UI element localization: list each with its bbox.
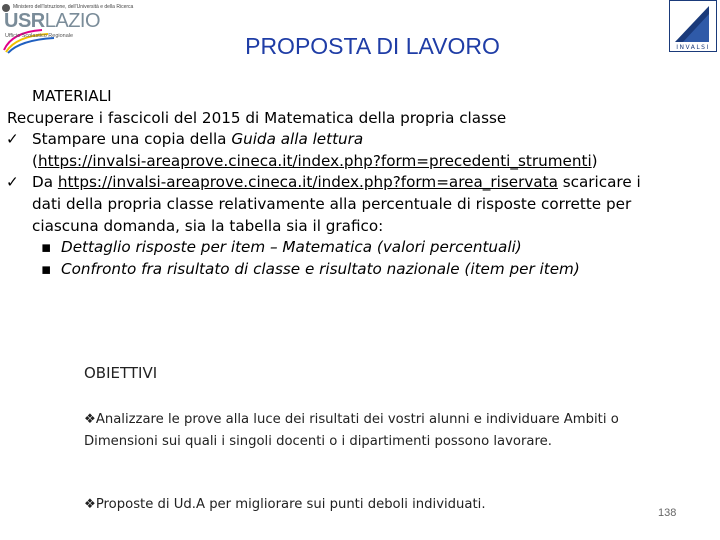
square-bullet-icon: ▪ [41, 259, 52, 278]
objectives-heading: OBIETTIVI [84, 364, 158, 382]
materials-item-print-link-line: (https://invalsi-areaprove.cineca.it/index.php?form=precedenti_strumenti) [32, 151, 598, 170]
check-bullet-icon: ✓ [6, 173, 19, 192]
svg-text:INVALSI: INVALSI [676, 44, 710, 51]
diamond-bullet-icon: ❖ [84, 412, 96, 427]
materials-section [7, 86, 719, 280]
materials-item-download-line2: dati della propria classe relativamente alla percentuale di risposte corrette per [32, 194, 632, 213]
square-bullet-icon: ▪ [41, 238, 52, 257]
logo-subtitle: Ufficio Scolastico Regionale [5, 33, 74, 39]
materials-item-download: ✓ Da https://invalsi-areaprove.cineca.it/index.php?form=area_riservata scaricare i [7, 172, 719, 194]
materials-intro: Recuperare i fascicoli del 2015 di Matematica della propria classe [7, 108, 507, 127]
brand-usr: USR [4, 10, 45, 32]
page-title: PROPOSTA DI LAVORO [245, 33, 500, 59]
link-area-riservata[interactable]: https://invalsi-areaprove.cineca.it/index.php?form=area_riservata [57, 173, 558, 192]
brand-lazio: LAZIO [44, 10, 101, 32]
link-precedenti-strumenti[interactable]: https://invalsi-areaprove.cineca.it/index.php?form=precedenti_strumenti [37, 151, 592, 170]
materials-heading: MATERIALI [32, 87, 112, 105]
subitem-compare: ▪ Confronto fra risultato di classe e risultato nazionale (item per item) [7, 259, 719, 281]
objective-item-2: ❖Proposte di Ud.A per migliorare sui punti deboli individuati. [84, 497, 486, 512]
objective-item-1: ❖Analizzare le prove alla luce dei risultati dei vostri alunni e individuare Ambiti o Dimensioni sui quali i singoli docenti o i dipartimenti possono lavorare. [84, 412, 619, 449]
usr-lazio-wordmark [4, 10, 100, 33]
page-number: 138 [658, 507, 677, 519]
guide-title: Guida alla lettura [231, 130, 364, 149]
subitem-detail: ▪ Dettaglio risposte per item – Matematica (valori percentuali) [7, 237, 719, 259]
diamond-bullet-icon: ❖ [84, 497, 96, 512]
check-bullet-icon: ✓ [6, 130, 19, 149]
materials-item-download-line3: ciascuna domanda, sia la tabella sia il grafico: [32, 216, 384, 235]
materials-item-print: ✓ Stampare una copia della Guida alla lettura [7, 129, 719, 151]
ministry-text: Ministero dell'Istruzione, dell'Università e della Ricerca [13, 4, 134, 10]
